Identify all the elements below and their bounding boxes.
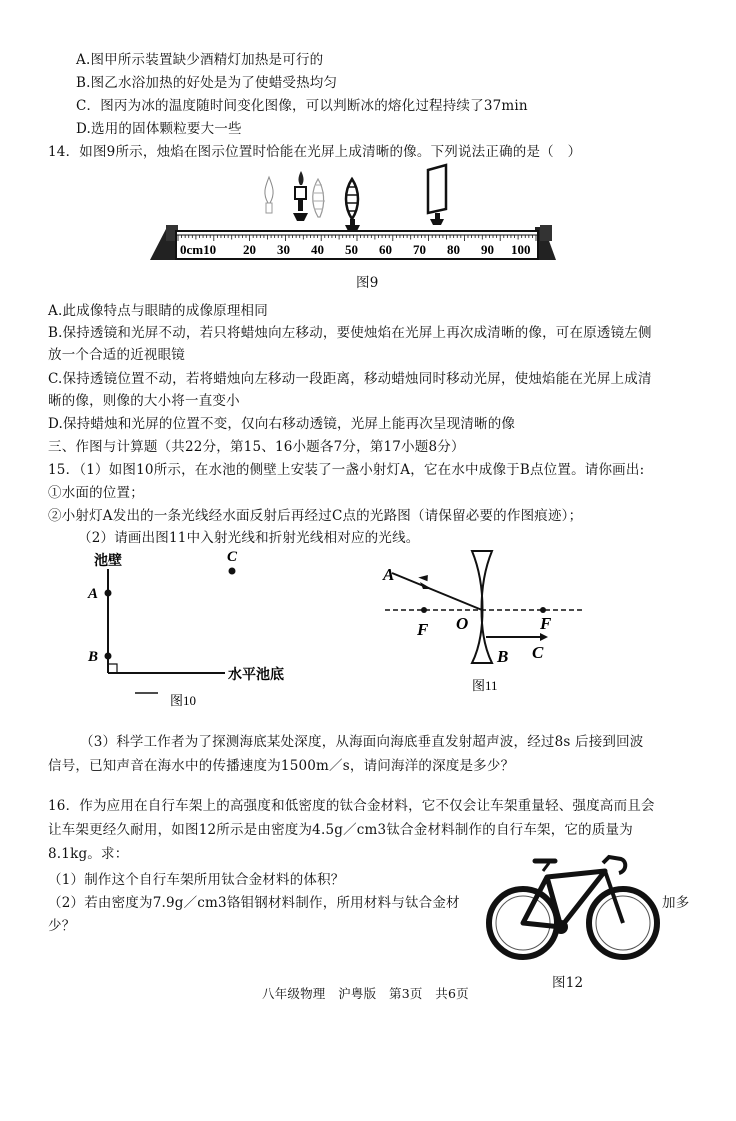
point-c-dot	[229, 568, 236, 575]
focus-left-label: F	[417, 620, 429, 639]
point-b-dot	[105, 653, 112, 660]
q15-part1-item1: ①水面的位置；	[48, 485, 144, 501]
q15-part2: （2）请画出图11中入射光线和折射光线相对应的光线。	[78, 530, 420, 546]
q13-option-a: A.图甲所示装置缺少酒精灯加热是可行的	[76, 52, 324, 68]
convex-lens-icon	[345, 179, 360, 231]
point-a-dot	[105, 590, 112, 597]
figure-10-pool	[80, 545, 340, 715]
q15-part1-stem: 15．（1）如图10所示，在水池的侧壁上安装了一盏小射灯A，它在水中成像于B点位置。请你画出:	[48, 462, 645, 478]
scale-label-70: 70	[413, 242, 426, 257]
q16-stem-line3: 8.1kg。求：	[48, 846, 129, 862]
scale-label-50: 50	[345, 242, 358, 257]
pool-floor-label: 水平池底	[228, 668, 284, 683]
q14-option-b-line2: 放一个合适的近视眼镜	[48, 347, 185, 363]
scale-label-30: 30	[277, 242, 290, 257]
q13-option-d: D.选用的固体颗粒要大一些	[76, 121, 242, 137]
ray-c-label: C	[532, 643, 544, 662]
q16-stem-line2: 让车架更经久耐用，如图12所示是由密度为4.5g／cm3钛合金材料制作的自行车架，它的质量为	[48, 822, 633, 838]
q16-part1: （1）制作这个自行车架所用钛合金材料的体积？	[48, 872, 345, 888]
q15-part3-line2: 信号，已知声音在海水中的传播速度为1500m／s，请问海洋的深度是多少？	[48, 758, 515, 774]
ray-a-label: A	[383, 565, 395, 584]
q15-part1-item2: ②小射灯A发出的一条光线经水面反射后再经过C点的光路图（请保留必要的作图痕迹）；	[48, 508, 583, 524]
q16-part2-line1: （2）若由密度为7.9g／cm3铬钼钢材料制作，所用材料与钛合金材	[48, 895, 460, 911]
scale-label-80: 80	[447, 242, 460, 257]
scale-label-20: 20	[243, 242, 256, 257]
candle-icon	[293, 171, 308, 221]
point-a-label: A	[88, 586, 99, 602]
q14-stem: 14．如图9所示，烛焰在图示位置时恰能在光屏上成清晰的像。下列说法正确的是（ ）	[48, 144, 582, 160]
scale-label-0cm10: 0cm10	[180, 242, 217, 257]
figure-11-concave-lens	[380, 545, 610, 695]
candle-flame-faint-icon	[265, 177, 273, 213]
focus-right-label: F	[540, 614, 552, 633]
scale-label-40: 40	[311, 242, 324, 257]
point-b-label: B	[88, 649, 99, 665]
scale-label-100: 100	[511, 242, 531, 257]
q16-part2-tail: 加多	[662, 895, 690, 911]
ray-b-label: B	[497, 647, 509, 666]
figure-11-caption: 图11	[472, 678, 498, 693]
q16-stem-line1: 16．作为应用在自行车架上的高强度和低密度的钛合金材料，它不仅会让车架重量轻、强度高而且会	[48, 798, 655, 814]
optical-center-label: O	[456, 614, 469, 633]
pool-wall-label: 池壁	[94, 554, 122, 569]
q14-option-d: D.保持蜡烛和光屏的位置不变，仅向右移动透镜，光屏上能再次呈现清晰的像	[48, 416, 516, 432]
focus-left-dot	[421, 607, 427, 613]
focus-right-dot	[540, 607, 546, 613]
page-footer: 八年级物理 沪粤版 第3页 共6页	[262, 986, 469, 1001]
figure-10-caption: 图10	[170, 693, 197, 708]
scale-label-60: 60	[379, 242, 392, 257]
section-3-heading: 三、作图与计算题（共22分，第15、16小题各7分，第17小题8分）	[48, 439, 465, 455]
incident-ray	[392, 573, 482, 610]
q14-option-c-line1: C.保持透镜位置不动，若将蜡烛向左移动一段距离，移动蜡烛同时移动光屏，使烛焰能在光屏上成清	[48, 371, 652, 387]
scale-label-90: 90	[481, 242, 494, 257]
light-screen-icon	[428, 165, 446, 225]
candle-flame-image-faint-icon	[313, 179, 325, 217]
bicycle-icon	[485, 855, 665, 965]
q13-option-b: B.图乙水浴加热的好处是为了使蜡受热均匀	[76, 75, 338, 91]
figure-12-caption: 图12	[552, 975, 584, 991]
q14-option-b-line1: B.保持透镜和光屏不动，若只将蜡烛向左移动，要使烛焰在光屏上再次成清晰的像，可在原透镜左侧	[48, 325, 652, 341]
q14-option-c-line2: 晰的像，则像的大小将一直变小	[48, 393, 240, 409]
q13-option-c: C．图丙为冰的温度随时间变化图像，可以判断冰的熔化过程持续了37min	[76, 98, 528, 114]
q16-part2-line2: 少？	[48, 918, 76, 934]
q15-part3-line1: （3）科学工作者为了探测海底某处深度，从海面向海底垂直发射超声波，经过8s 后接到回波	[80, 734, 644, 750]
figure-9-optical-bench	[0, 165, 736, 285]
point-c-label: C	[227, 549, 238, 565]
figure-9-caption: 图9	[356, 275, 379, 291]
q14-option-a: A.此成像特点与眼睛的成像原理相同	[48, 303, 268, 319]
